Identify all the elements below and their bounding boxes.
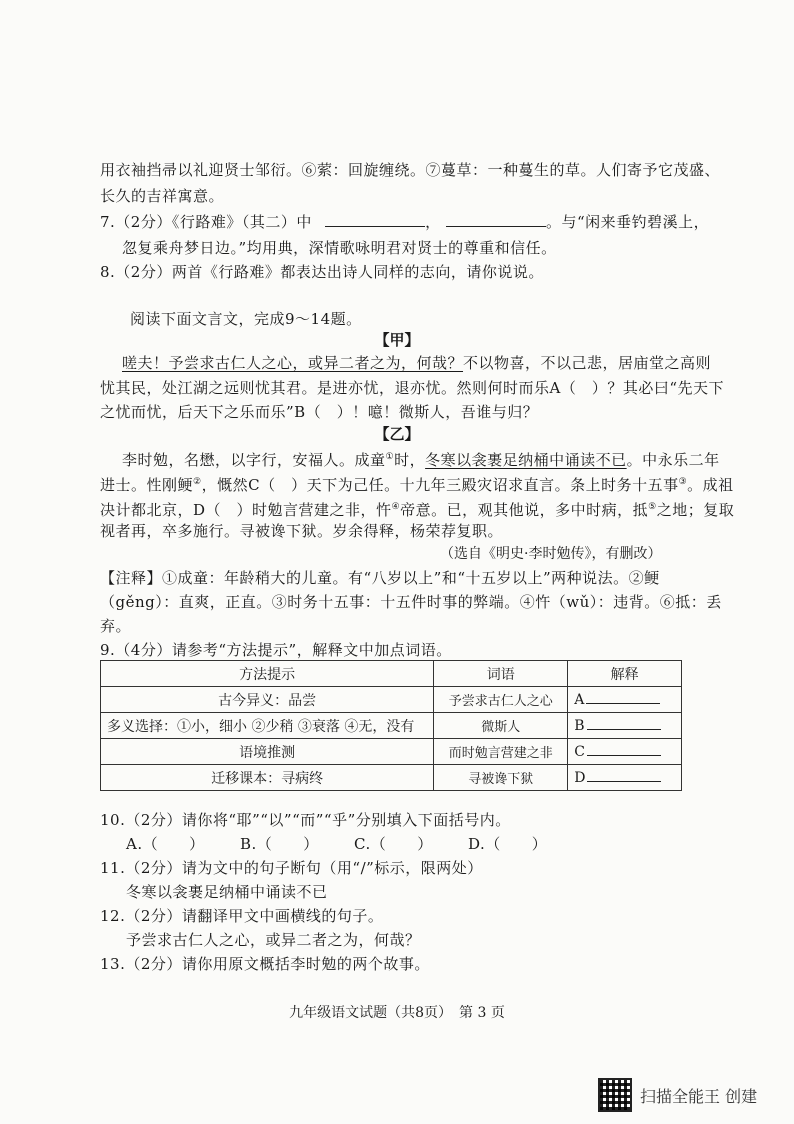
tip-cell: 多义选择：①小，细小 ②少稍 ③衰落 ④无，没有 (101, 713, 434, 739)
question-9: 9.（4分）请参考“方法提示”，解释文中加点词语。 (100, 641, 452, 659)
table-row (101, 739, 682, 765)
notes-line-1: 【注释】①成童：年龄稍大的儿童。有“八岁以上”和“十五岁以上”两种说法。②鲠 (100, 569, 660, 587)
word-cell: 而时勉言营建之非 (434, 739, 568, 765)
jia-line-2: 忧其民，处江湖之远则忧其君。是进亦忧，退亦忧。然则何时而乐A（ ）？其必曰“先天下 (100, 379, 725, 397)
answer-cell[interactable] (568, 687, 682, 713)
yi-underlined-sentence: 冬寒以衾裹足纳桶中诵读不已 (425, 451, 627, 469)
word-cell: 寻被谗下狱 (434, 765, 568, 791)
notes-tail-line-2: 长久的吉祥寓意。 (100, 187, 225, 205)
page-footer: 九年级语文试题（共8页） 第 3 页 (289, 1005, 505, 1021)
answer-blank[interactable] (587, 717, 661, 730)
answer-label: D (574, 770, 586, 786)
note-mark-4: ④ (391, 502, 401, 512)
question-12: 12.（2分）请翻译甲文中画横线的句子。 (100, 907, 384, 925)
header-explain: 解释 (568, 661, 682, 687)
yi-line-1-c: 。中永乐二年 (626, 451, 720, 469)
table-row (101, 713, 682, 739)
question-13: 13.（2分）请你用原文概括李时勉的两个故事。 (100, 955, 430, 973)
scanner-watermark (598, 1078, 757, 1112)
yi-line-3-a: 决计都北京，D（ ）时勉言营建之非，忤 (100, 501, 392, 519)
question-10: 10.（2分）请你将“耶”“以”“而”“乎”分别填入下面括号内。 (100, 811, 511, 829)
q7-comma: ， (425, 213, 441, 231)
note-mark-1: ① (385, 452, 395, 462)
note-mark-3: ③ (678, 477, 688, 487)
table-row (101, 687, 682, 713)
answer-blank[interactable] (587, 743, 661, 756)
answer-label: B (574, 718, 585, 734)
q10-option-b[interactable]: B.（ ） (240, 835, 319, 853)
yi-line-1-a: 李时勉，名懋，以字行，安福人。成童 (122, 451, 386, 469)
method-table (100, 660, 682, 791)
word-cell: 予尝求古仁人之心 (434, 687, 568, 713)
note-mark-5: ⑤ (648, 502, 657, 512)
yi-line-2 (100, 472, 734, 495)
qr-code-icon (598, 1078, 632, 1112)
jia-line-3: 之忧而忧，后天下之乐而乐”B（ ）！噫！微斯人，吾谁与归？ (100, 403, 539, 421)
reading-intro: 阅读下面文言文，完成9～14题。 (130, 310, 362, 328)
answer-label: C (574, 744, 585, 760)
notes-tail-line-1: 用衣袖挡帚以礼迎贤士邹衍。⑥萦：回旋缠绕。⑦蔓草：一种蔓生的草。人们寄予它茂盛、 (100, 161, 721, 179)
yi-line-2-a: 进士。性刚鲠 (100, 476, 194, 494)
header-method: 方法提示 (101, 661, 434, 687)
q10-option-a[interactable]: A.（ ） (126, 835, 205, 853)
question-11: 11.（2分）请为文中的句子断句（用“/”标示，限两处） (100, 859, 483, 877)
q11-sentence: 冬寒以衾裹足纳桶中诵读不已 (126, 883, 328, 901)
q7-prefix: 7.（2分）《行路难》（其二）中 (100, 213, 312, 231)
tip-cell: 迁移课本：寻病终 (101, 765, 434, 791)
q7-blank-1[interactable] (325, 212, 425, 227)
answer-blank[interactable] (586, 691, 660, 704)
question-7 (100, 212, 709, 232)
notes-line-3: 弃。 (100, 617, 132, 635)
yi-line-3-b: 帝意。已，观其他说，多中时病，抵 (400, 501, 649, 519)
answer-cell[interactable] (568, 713, 682, 739)
q10-options (126, 834, 582, 854)
jia-line-1-rest: 不以物喜，不以己悲，居庙堂之高则 (463, 354, 712, 372)
question-8: 8.（2分）两首《行路难》都表达出诗人同样的志向，请你说说。 (100, 263, 544, 281)
jia-line-1 (122, 353, 711, 373)
scanner-label: 扫描全能王 创建 (640, 1086, 758, 1106)
q7-blank-2[interactable] (446, 212, 546, 227)
q10-option-d[interactable]: D.（ ） (468, 835, 548, 853)
note-mark-2: ② (193, 477, 202, 487)
word-cell: 微斯人 (434, 713, 568, 739)
source-citation: （选自《明史·李时勉传》，有删改） (440, 546, 662, 562)
yi-line-4: 视者再，卒多施行。寻被谗下狱。岁余得释，杨荣荐复职。 (100, 522, 504, 540)
answer-cell[interactable] (568, 739, 682, 765)
answer-cell[interactable] (568, 765, 682, 791)
q10-option-c[interactable]: C.（ ） (354, 835, 433, 853)
table-row (101, 765, 682, 791)
q7-suffix: 。与“闲来垂钓碧溪上， (545, 213, 710, 231)
jia-underlined-sentence: 嗟夫！予尝求古仁人之心，或异二者之为，何哉？ (122, 354, 464, 372)
yi-line-3-c: 之地；复取 (656, 501, 735, 519)
q7-line-2: 忽复乘舟梦日边。”均用典，深情歌咏明君对贤士的尊重和信任。 (122, 239, 557, 257)
tip-cell: 语境推测 (101, 739, 434, 765)
jia-heading: 【甲】 (374, 331, 420, 349)
yi-line-2-c: 。成祖 (687, 476, 734, 494)
answer-label: A (574, 692, 585, 708)
yi-line-1 (122, 447, 720, 470)
q12-sentence: 予尝求古仁人之心，或异二者之为，何哉？ (126, 931, 421, 949)
yi-heading: 【乙】 (374, 425, 420, 443)
table-header-row (101, 661, 682, 687)
yi-line-2-b: ，慨然C（ ）天下为己任。十九年三殿灾诏求直言。条上时务十五事 (201, 476, 679, 494)
answer-blank[interactable] (587, 769, 661, 782)
yi-line-1-b: 时， (394, 451, 426, 469)
yi-line-3 (100, 497, 734, 520)
notes-line-2: （gěng）：直爽，正直。③时务十五事：十五件时事的弊端。④忤（wǔ）：违背。⑥抵：丢 (100, 593, 722, 611)
header-word: 词语 (434, 661, 568, 687)
tip-cell: 古今异义：品尝 (101, 687, 434, 713)
